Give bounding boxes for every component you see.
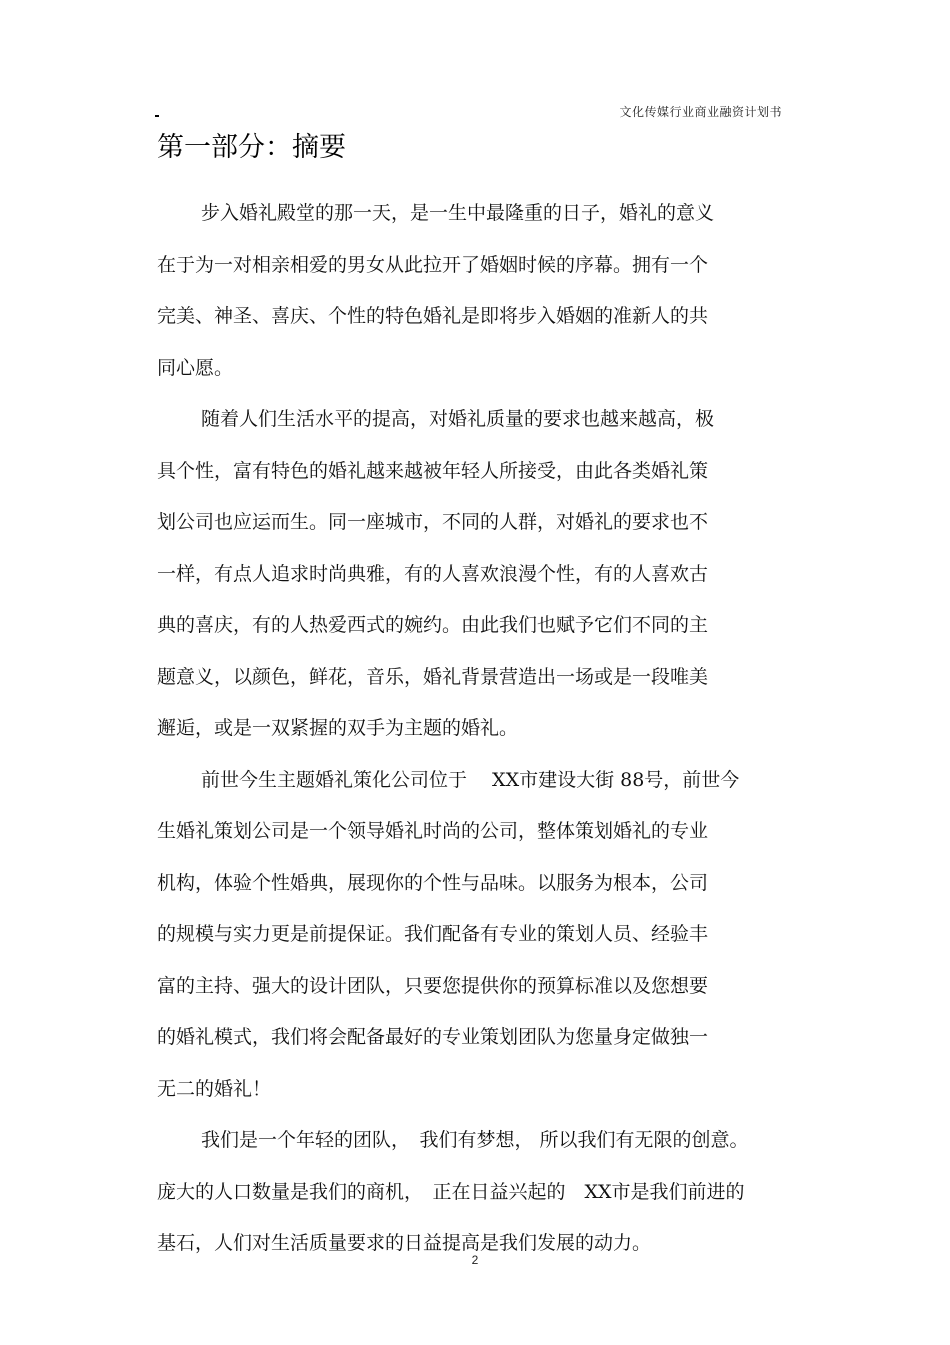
text-line: 同心愿。 [157, 356, 234, 379]
text-line: 前世今生主题婚礼策化公司位于 XX市建设大街 88号，前世今 [201, 768, 740, 791]
body-text [157, 195, 807, 1277]
text-line: 划公司也应运而生。同一座城市，不同的人群，对婚礼的要求也不 [157, 511, 709, 533]
text-line: 题意义，以颜色，鲜花，音乐，婚礼背景营造出一场或是一段唯美 [157, 665, 709, 688]
text-line: 富的主持、强大的设计团队，只要您提供你的预算标准以及您想要 [157, 974, 709, 997]
text-line: 随着人们生活水平的提高，对婚礼质量的要求也越来越高，极 [201, 408, 715, 430]
text-line: 机构，体验个性婚典，展现你的个性与品味。以服务为根本，公司 [157, 871, 709, 894]
text-line: 的婚礼模式，我们将会配备最好的专业策划团队为您量身定做独一 [157, 1026, 709, 1048]
text-line: 邂逅，或是一双紧握的双手为主题的婚礼。 [157, 717, 519, 739]
text-line: 在于为一对相亲相爱的男女从此拉开了婚姻时候的序幕。拥有一个 [157, 253, 709, 276]
text-line: 无二的婚礼！ [157, 1077, 272, 1100]
text-line: 一样，有点人追求时尚典雅，有的人喜欢浪漫个性，有的人喜欢古 [157, 562, 709, 585]
text-line: 完美、神圣、喜庆、个性的特色婚礼是即将步入婚姻的准新人的共 [157, 305, 709, 327]
text-line: 的规模与实力更是前提保证。我们配备有专业的策划人员、经验丰 [157, 923, 709, 945]
text-line: 庞大的人口数量是我们的商机， 正在日益兴起的 XX市是我们前进的 [157, 1180, 745, 1203]
text-line: 生婚礼策划公司是一个领导婚礼时尚的公司，整体策划婚礼的专业 [157, 820, 709, 842]
page-number: 2 [471, 1253, 479, 1267]
text-line: 基石，人们对生活质量要求的日益提高是我们发展的动力。 [157, 1232, 652, 1254]
text-line: 我们是一个年轻的团队， 我们有梦想， 所以我们有无限的创意。 [201, 1129, 749, 1151]
margin-mark [155, 115, 159, 117]
running-header: 文化传媒行业商业融资计划书 [619, 105, 782, 119]
section-title: 第一部分：摘要 [157, 132, 346, 163]
text-line: 典的喜庆，有的人热爱西式的婉约。由此我们也赋予它们不同的主 [157, 614, 709, 636]
text-line: 步入婚礼殿堂的那一天，是一生中最隆重的日子，婚礼的意义 [201, 202, 715, 224]
text-line: 具个性，富有特色的婚礼越来越被年轻人所接受，由此各类婚礼策 [157, 459, 709, 482]
